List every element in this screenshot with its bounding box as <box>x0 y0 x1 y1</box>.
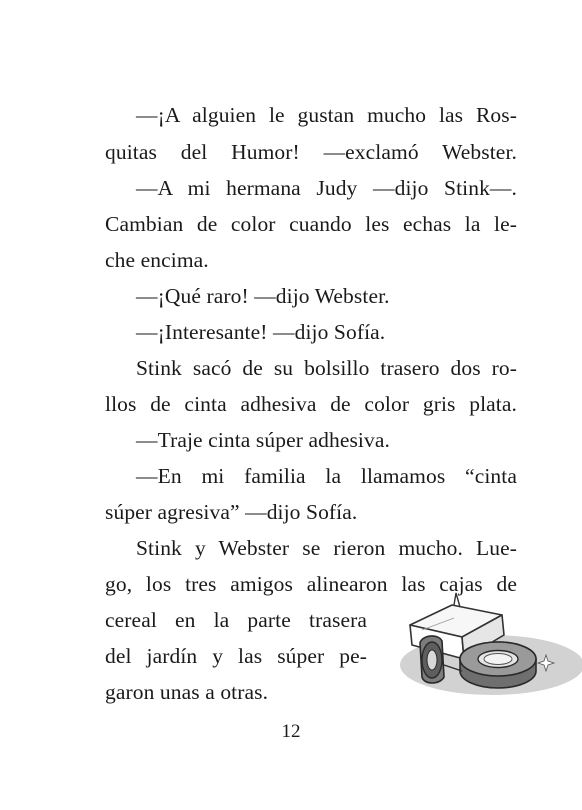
text-line: garon unas a otras. <box>105 680 269 704</box>
text-line: —En mi familia la llamamos “cinta <box>136 464 517 488</box>
text-line: —Traje cinta súper adhesiva. <box>136 428 390 452</box>
text-line: Cambian de color cuando les echas la le- <box>105 212 517 236</box>
text-line: del jardín y las súper pe- <box>105 644 367 668</box>
text-line: quitas del Humor! —exclamó Webster. <box>105 140 517 164</box>
text-line: Stink sacó de su bolsillo trasero dos ro- <box>136 356 517 380</box>
text-line: llos de cinta adhesiva de color gris plata. <box>105 392 517 416</box>
text-line: súper agresiva” —dijo Sofía. <box>105 500 358 524</box>
text-line: —¡Qué raro! —dijo Webster. <box>136 284 390 308</box>
text-line: —A mi hermana Judy —dijo Stink—. <box>136 176 517 200</box>
text-line: Stink y Webster se rieron mucho. Lue- <box>136 536 517 560</box>
text-line: —¡Interesante! —dijo Sofía. <box>136 320 386 344</box>
text-line: cereal en la parte trasera <box>105 608 367 632</box>
tape-roll-icon <box>460 642 536 688</box>
page-number: 12 <box>281 721 301 742</box>
text-line: che encima. <box>105 248 209 272</box>
text-line: —¡A alguien le gustan mucho las Ros- <box>136 103 517 127</box>
cereal-box-and-tape-icon <box>392 585 582 700</box>
text-line: go, los tres amigos alinearon las cajas de <box>105 572 517 596</box>
